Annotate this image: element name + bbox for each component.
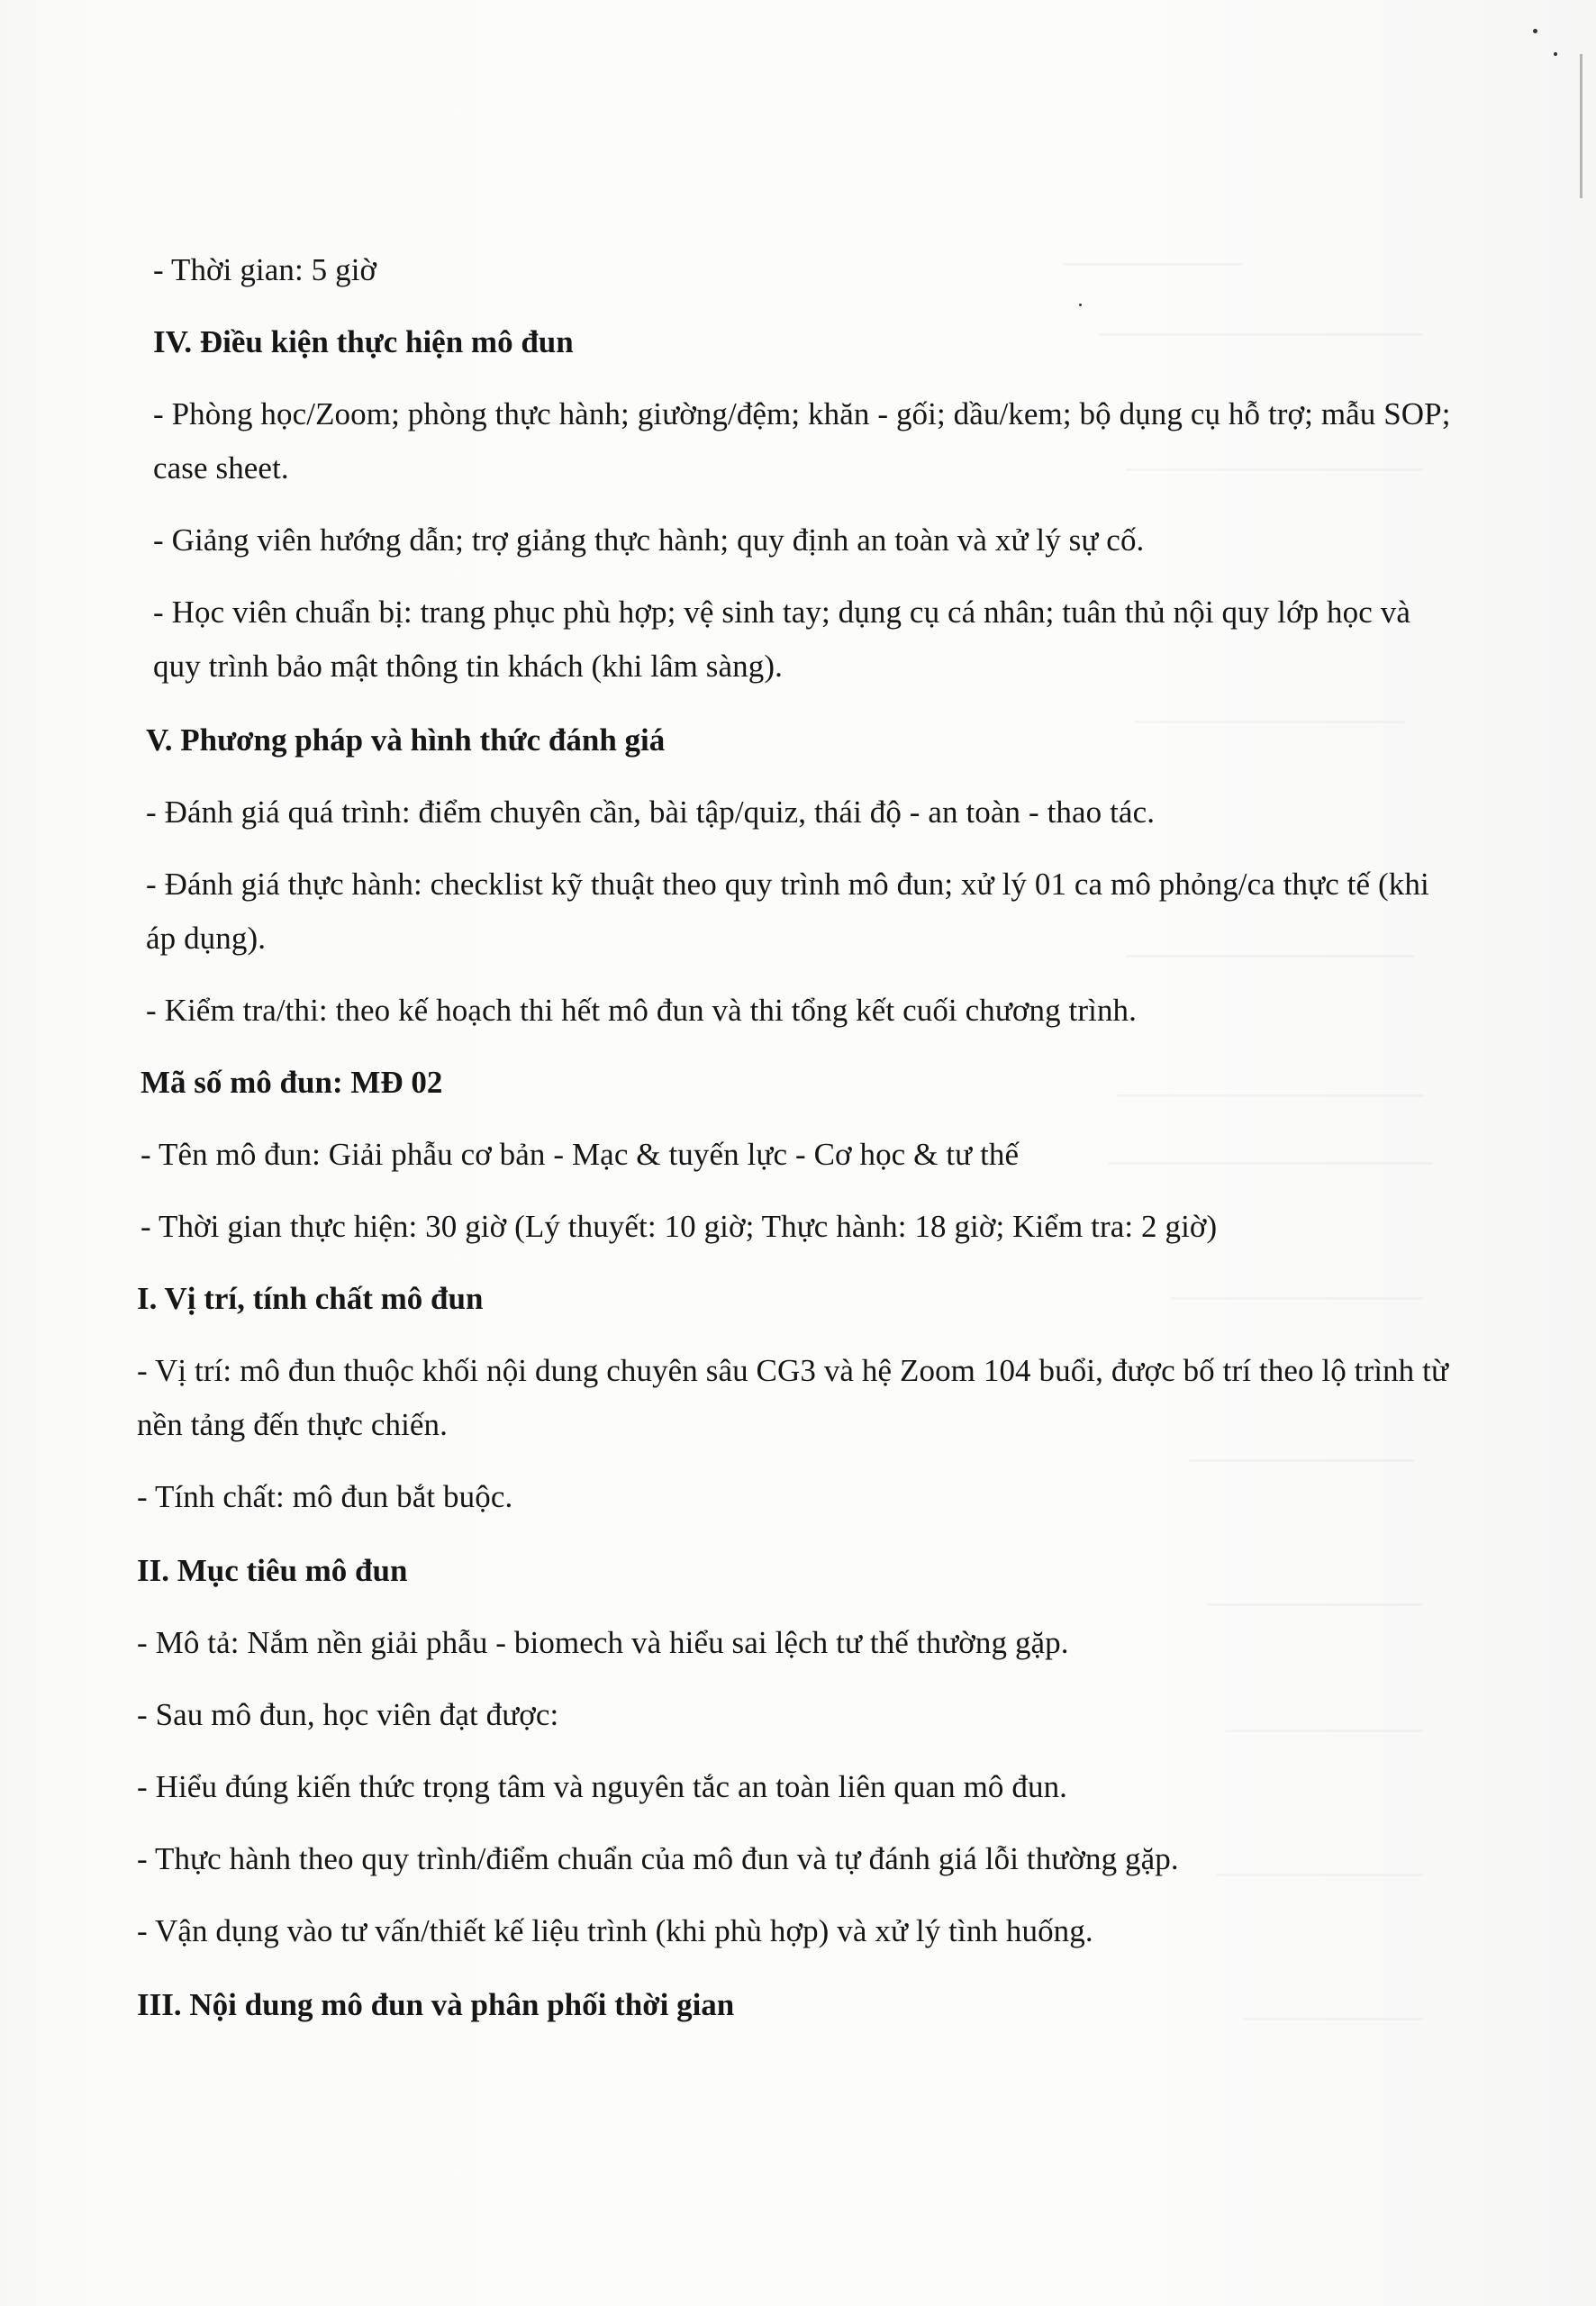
module-code-heading: Mã số mô đun: MĐ 02 — [141, 1065, 443, 1100]
section-i-heading: I. Vị trí, tính chất mô đun — [137, 1281, 484, 1316]
objective-outcome-intro: - Sau mô đun, học viên đạt được: — [137, 1697, 559, 1732]
section-ii-heading: II. Mục tiêu mô đun — [137, 1553, 408, 1588]
module-nature-text: - Tính chất: mô đun bắt buộc. — [137, 1479, 513, 1514]
scan-dot — [1554, 52, 1557, 56]
module-position-text: - Vị trí: mô đun thuộc khối nội dung chuyên sâu CG3 và hệ Zoom 104 buổi, được bố trí theo lộ trình từ nền tảng đến thực chiến. — [137, 1353, 1449, 1442]
module-time-text: - Thời gian thực hiện: 30 giờ (Lý thuyết: 10 giờ; Thực hành: 18 giờ; Kiểm tra: 2 giờ) — [141, 1209, 1218, 1244]
conditions-facilities-text: - Phòng học/Zoom; phòng thực hành; giường/đệm; khăn - gối; dầu/kem; bộ dụng cụ hỗ trợ; mẫu SOP; case sheet. — [153, 396, 1451, 486]
section-iii-heading: III. Nội dung mô đun và phân phối thời gian — [137, 1987, 735, 2022]
document-body — [137, 243, 1452, 2032]
scan-dot — [1533, 29, 1537, 33]
section-v-heading: V. Phương pháp và hình thức đánh giá — [146, 722, 666, 758]
module-duration-text: - Thời gian: 5 giờ — [153, 252, 377, 287]
module-name-text: - Tên mô đun: Giải phẫu cơ bản - Mạc & tuyến lực - Cơ học & tư thế — [141, 1137, 1020, 1172]
practice-evaluation-text: - Đánh giá thực hành: checklist kỹ thuật theo quy trình mô đun; xử lý 01 ca mô phỏng/ca thực tế (khi áp dụng). — [146, 867, 1429, 956]
conditions-instructors-text: - Giảng viên hướng dẫn; trợ giảng thực hành; quy định an toàn và xử lý sự cố. — [153, 522, 1145, 558]
scan-edge-mark — [1580, 54, 1582, 198]
objective-outcome-application: - Vận dụng vào tư vấn/thiết kế liệu trình (khi phù hợp) và xử lý tình huống. — [137, 1913, 1093, 1948]
objective-description-text: - Mô tả: Nắm nền giải phẫu - biomech và hiểu sai lệch tư thế thường gặp. — [137, 1625, 1069, 1660]
section-iv-heading: IV. Điều kiện thực hiện mô đun — [153, 324, 574, 359]
conditions-students-text: - Học viên chuẩn bị: trang phục phù hợp; vệ sinh tay; dụng cụ cá nhân; tuân thủ nội quy lớp học và quy trình bảo mật thông tin khách (khi lâm sàng). — [153, 595, 1410, 684]
objective-outcome-knowledge: - Hiểu đúng kiến thức trọng tâm và nguyên tắc an toàn liên quan mô đun. — [137, 1769, 1068, 1804]
objective-outcome-practice: - Thực hành theo quy trình/điểm chuẩn của mô đun và tự đánh giá lỗi thường gặp. — [137, 1841, 1179, 1876]
process-evaluation-text: - Đánh giá quá trình: điểm chuyên cần, bài tập/quiz, thái độ - an toàn - thao tác. — [146, 794, 1156, 830]
exam-evaluation-text: - Kiểm tra/thi: theo kế hoạch thi hết mô đun và thi tổng kết cuối chương trình. — [146, 993, 1138, 1028]
